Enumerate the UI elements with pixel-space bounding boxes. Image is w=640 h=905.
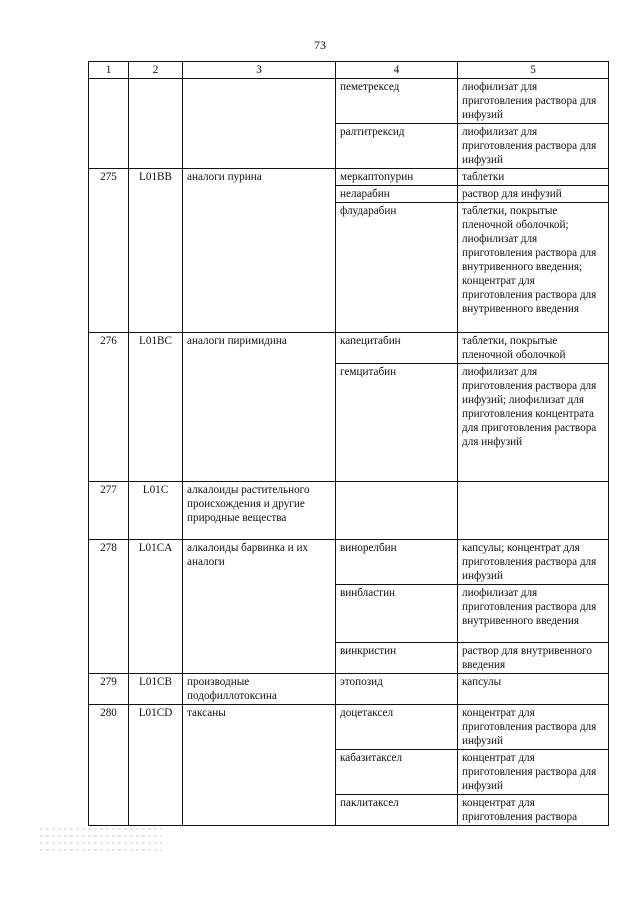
table-row	[89, 169, 609, 186]
drug-group: аналоги пурина	[183, 169, 336, 333]
dosage-form: лиофилизат для приготовления раствора для инфузий; лиофилизат для приготовления концентрата для приготовления раствора для инфузий	[458, 364, 609, 482]
drug-name: доцетаксел	[336, 705, 458, 750]
drug-group: алкалоиды растительного происхождения и другие природные вещества	[183, 482, 336, 540]
row-number: 279	[89, 674, 129, 705]
dosage-form: концентрат для приготовления раствора для инфузий	[458, 750, 609, 795]
dosage-form: концентрат для приготовления раствора для инфузий	[458, 705, 609, 750]
row-number: 280	[89, 705, 129, 826]
table-body	[89, 79, 609, 826]
atc-code: L01CD	[129, 705, 183, 826]
page-number: 73	[314, 38, 326, 52]
dosage-form: капсулы; концентрат для приготовления раствора для инфузий	[458, 540, 609, 585]
drug-group: таксаны	[183, 705, 336, 826]
drug-name: этопозид	[336, 674, 458, 705]
drug-table	[88, 61, 609, 826]
table-row	[89, 540, 609, 585]
header-col-1: 1	[89, 62, 129, 79]
drug-name: неларабин	[336, 186, 458, 203]
drug-name: флударабин	[336, 203, 458, 333]
drug-name	[336, 482, 458, 540]
table-row	[89, 333, 609, 364]
scan-stamp-mark	[40, 828, 162, 864]
drug-name: винкристин	[336, 643, 458, 674]
dosage-form: лиофилизат для приготовления раствора для внутривенного введения	[458, 585, 609, 643]
dosage-form: лиофилизат для приготовления раствора для инфузий	[458, 124, 609, 169]
row-number	[89, 79, 129, 169]
atc-code	[129, 79, 183, 169]
dosage-form: таблетки, покрытые пленочной оболочкой	[458, 333, 609, 364]
drug-name: винбластин	[336, 585, 458, 643]
atc-code: L01CB	[129, 674, 183, 705]
drug-name: кабазитаксел	[336, 750, 458, 795]
atc-code: L01BC	[129, 333, 183, 482]
row-number: 276	[89, 333, 129, 482]
dosage-form: таблетки	[458, 169, 609, 186]
drug-group: алкалоиды барвинка и их аналоги	[183, 540, 336, 674]
dosage-form: таблетки, покрытые пленочной оболочкой; лиофилизат для приготовления раствора для внутривенного введения; концентрат для приготовления раствора для внутривенного введения	[458, 203, 609, 333]
drug-name: ралтитрексид	[336, 124, 458, 169]
header-col-4: 4	[336, 62, 458, 79]
dosage-form: раствор для инфузий	[458, 186, 609, 203]
drug-name: гемцитабин	[336, 364, 458, 482]
dosage-form: лиофилизат для приготовления раствора для инфузий	[458, 79, 609, 124]
drug-name: паклитаксел	[336, 795, 458, 826]
drug-group: производные подофиллотоксина	[183, 674, 336, 705]
row-number: 278	[89, 540, 129, 674]
drug-name: меркаптопурин	[336, 169, 458, 186]
row-number: 277	[89, 482, 129, 540]
table-row	[89, 79, 609, 124]
dosage-form	[458, 482, 609, 540]
drug-name: винорелбин	[336, 540, 458, 585]
table-row	[89, 674, 609, 705]
drug-name: капецитабин	[336, 333, 458, 364]
table-row	[89, 482, 609, 540]
drug-name: пеметрексед	[336, 79, 458, 124]
table-header	[89, 62, 609, 79]
dosage-form: раствор для внутривенного введения	[458, 643, 609, 674]
header-col-5: 5	[458, 62, 609, 79]
drug-group	[183, 79, 336, 169]
header-col-3: 3	[183, 62, 336, 79]
row-number: 275	[89, 169, 129, 333]
header-col-2: 2	[129, 62, 183, 79]
drug-group: аналоги пиримидина	[183, 333, 336, 482]
dosage-form: концентрат для приготовления раствора	[458, 795, 609, 826]
atc-code: L01BB	[129, 169, 183, 333]
dosage-form: капсулы	[458, 674, 609, 705]
table-row	[89, 705, 609, 750]
atc-code: L01CA	[129, 540, 183, 674]
atc-code: L01C	[129, 482, 183, 540]
